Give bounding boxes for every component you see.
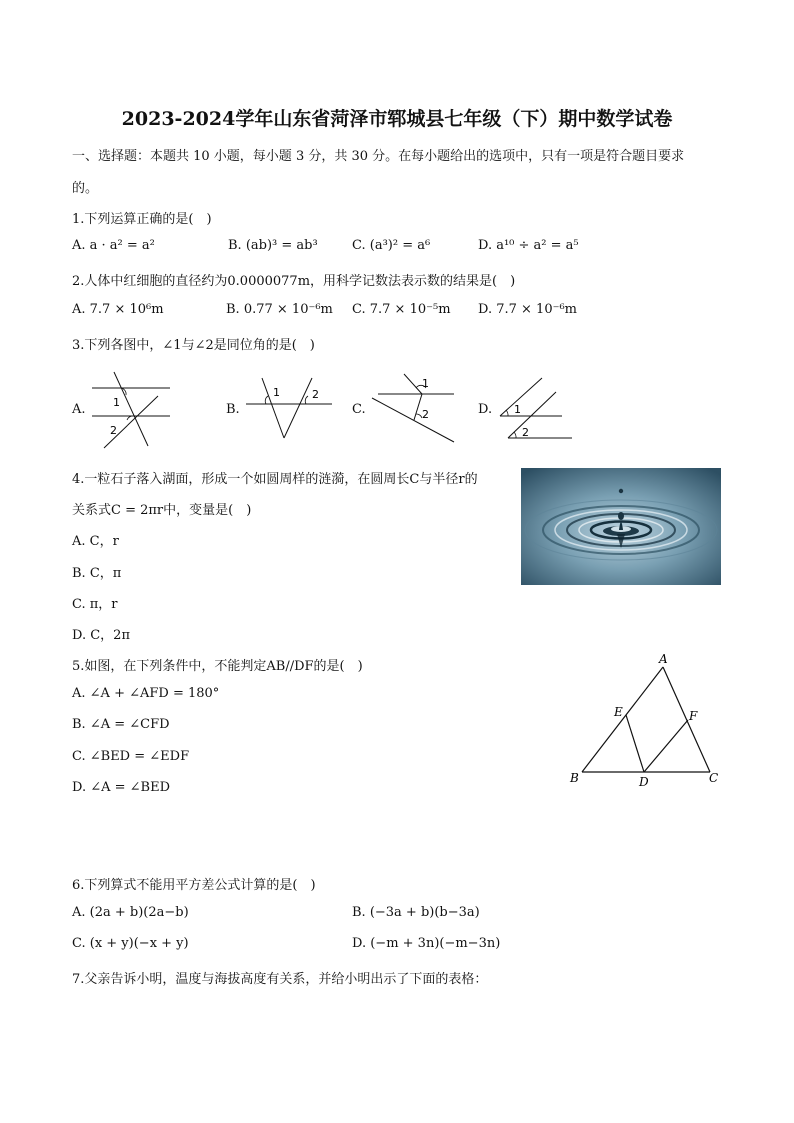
q5-option-a: A. ∠A + ∠AFD = 180° bbox=[72, 686, 220, 701]
q5-label-f: F bbox=[689, 709, 698, 723]
q5-label-e: E bbox=[614, 705, 623, 719]
q5-triangle-figure bbox=[566, 650, 728, 792]
q1-stem: 1.下列运算正确的是( ) bbox=[72, 212, 212, 227]
q7-stem: 7.父亲告诉小明，温度与海拔高度有关系，并给小明出示了下面的表格： bbox=[72, 972, 488, 987]
q3-option-c: C. bbox=[352, 402, 366, 417]
q3-option-a: A. bbox=[72, 402, 86, 417]
q3-option-b: B. bbox=[226, 402, 240, 417]
q3-option-d: D. bbox=[478, 402, 493, 417]
q2-option-b: B. 0.77 × 10⁻⁶m bbox=[226, 302, 333, 317]
q4-stem-line2: 关系式C = 2πr中，变量是( ) bbox=[72, 503, 252, 518]
section-heading-line2: 的。 bbox=[72, 181, 99, 196]
q4-stem-line1: 4.一粒石子落入湖面，形成一个如圆周样的涟漪，在圆周长C与半径r的 bbox=[72, 472, 478, 487]
q3-a-angle2-label: 2 bbox=[110, 424, 117, 437]
q3-c-angle1-label: 1 bbox=[422, 377, 429, 390]
section-heading-line1: 一、选择题：本题共 10 小题，每小题 3 分，共 30 分。在每小题给出的选项中，只有一项是符合题目要求 bbox=[72, 149, 685, 164]
q3-figure-c bbox=[368, 370, 460, 446]
q1-option-c: C. (a³)² = a⁶ bbox=[352, 238, 431, 253]
q3-a-angle1-label: 1 bbox=[113, 396, 120, 409]
q2-option-a: A. 7.7 × 10⁶m bbox=[72, 302, 164, 317]
q3-d-angle2-label: 2 bbox=[522, 426, 529, 439]
q2-option-d: D. 7.7 × 10⁻⁶m bbox=[478, 302, 577, 317]
q2-option-c: C. 7.7 × 10⁻⁵m bbox=[352, 302, 451, 317]
q6-option-b: B. (−3a + b)(b−3a) bbox=[352, 905, 480, 920]
q1-option-d: D. a¹⁰ ÷ a² = a⁵ bbox=[478, 238, 579, 253]
q4-option-a: A. C，r bbox=[72, 534, 119, 549]
q6-option-c: C. (x + y)(−x + y) bbox=[72, 936, 189, 951]
q3-figure-b bbox=[244, 374, 334, 442]
q6-option-a: A. (2a + b)(2a−b) bbox=[72, 905, 189, 920]
q5-option-d: D. ∠A = ∠BED bbox=[72, 780, 171, 795]
page-title: 2023-2024学年山东省菏泽市郓城县七年级（下）期中数学试卷 bbox=[121, 108, 673, 130]
q3-figure-a bbox=[86, 368, 176, 454]
q2-stem: 2.人体中红细胞的直径约为0.0000077m，用科学记数法表示数的结果是( ) bbox=[72, 274, 516, 289]
q6-option-d: D. (−m + 3n)(−m−3n) bbox=[352, 936, 501, 951]
q4-option-c: C. π，r bbox=[72, 597, 118, 612]
q5-label-b: B bbox=[570, 771, 579, 785]
q3-d-angle1-label: 1 bbox=[514, 403, 521, 416]
q6-stem: 6.下列算式不能用平方差公式计算的是( ) bbox=[72, 878, 316, 893]
q4-option-b: B. C，π bbox=[72, 566, 122, 581]
q3-b-angle2-label: 2 bbox=[312, 388, 319, 401]
q3-figure-d bbox=[494, 374, 576, 442]
q3-stem: 3.下列各图中，∠1与∠2是同位角的是( ) bbox=[72, 338, 315, 353]
q5-label-c: C bbox=[709, 771, 719, 785]
q5-stem: 5.如图，在下列条件中，不能判定AB//DF的是( ) bbox=[72, 659, 363, 674]
q1-option-b: B. (ab)³ = ab³ bbox=[228, 238, 318, 253]
q5-option-b: B. ∠A = ∠CFD bbox=[72, 717, 170, 732]
q5-label-a: A bbox=[659, 652, 668, 666]
water-ripple-photo bbox=[521, 468, 721, 585]
q5-option-c: C. ∠BED = ∠EDF bbox=[72, 749, 190, 764]
q4-option-d: D. C，2π bbox=[72, 628, 130, 643]
q5-label-d: D bbox=[639, 775, 649, 789]
q1-option-a: A. a · a² = a² bbox=[72, 238, 155, 253]
q3-b-angle1-label: 1 bbox=[273, 386, 280, 399]
q3-c-angle2-label: 2 bbox=[422, 408, 429, 421]
